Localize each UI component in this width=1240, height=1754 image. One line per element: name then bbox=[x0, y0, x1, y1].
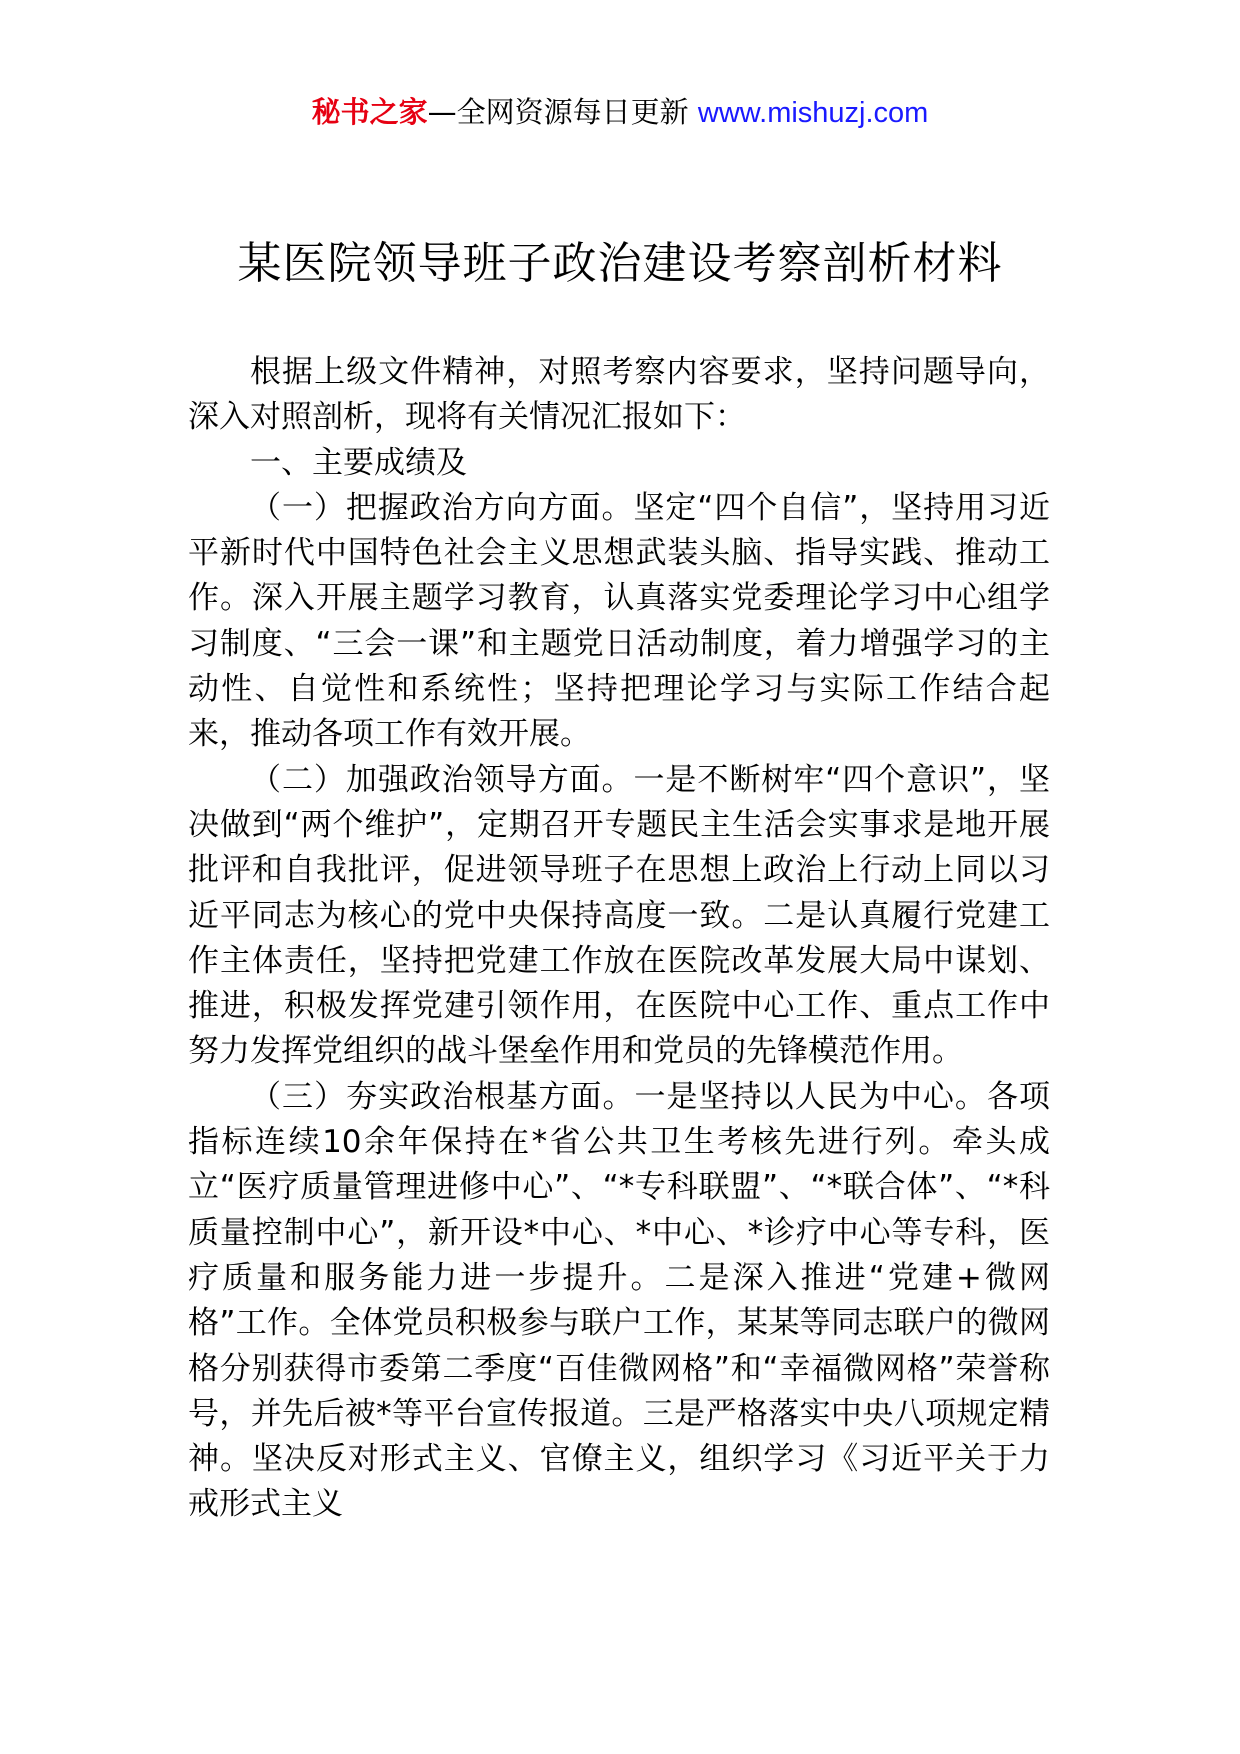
site-header bbox=[0, 92, 1240, 133]
section-heading: 一、主要成绩及 bbox=[250, 444, 467, 481]
intro-paragraph: 根据上级文件精神，对照考察内容要求，坚持问题导向，深入对照剖析，现将有关情况汇报如下： bbox=[188, 354, 1050, 436]
body-paragraph: （三）夯实政治根基方面。一是坚持以人民为中心。各项指标连续10余年保持在*省公共卫生考核先进行列。牵头成立“医疗质量管理进修中心”、“*专科联盟”、“*联合体”、“*科质量控制中心”，新开设*中心、*中心、*诊疗中心等专科，医疗质量和服务能力进一步提升。二是深入推进“党建+微网格”工作。全体党员积极参与联户工作，某某等同志联户的微网格分别获得市委第二季度“百佳微网格”和“幸福微网格”荣誉称号，并先后被*等平台宣传报道。三是严格落实中央八项规定精神。坚决反对形式主义、官僚主义，组织学习《习近平关于力戒形式主义 bbox=[188, 1078, 1050, 1523]
body-paragraph: （二）加强政治领导方面。一是不断树牢“四个意识”，坚决做到“两个维护”，定期召开专题民主生活会实事求是地开展批评和自我批评，促进领导班子在思想上政治上行动上同以习近平同志为核心的党中央保持高度一致。二是认真履行党建工作主体责任，坚持把党建工作放在医院改革发展大局中谋划、推进，积极发挥党建引领作用，在医院中心工作、重点工作中努力发挥党组织的战斗堡垒作用和党员的先锋模范作用。 bbox=[188, 761, 1050, 1070]
site-brand: 秘书之家 bbox=[311, 95, 428, 129]
document-title: 某医院领导班子政治建设考察剖析材料 bbox=[237, 238, 1003, 289]
site-tagline: —全网资源每日更新 bbox=[427, 95, 689, 129]
document-body bbox=[188, 350, 1050, 1528]
body-paragraph: （一）把握政治方向方面。坚定“四个自信”，坚持用习近平新时代中国特色社会主义思想武装头脑、指导实践、推动工作。深入开展主题学习教育，认真落实党委理论学习中心组学习制度、“三会一课”和主题党日活动制度，着力增强学习的主动性、自觉性和系统性；坚持把理论学习与实际工作结合起来，推动各项工作有效开展。 bbox=[188, 489, 1050, 753]
site-url-link[interactable]: www.mishuzj.com bbox=[697, 97, 929, 129]
